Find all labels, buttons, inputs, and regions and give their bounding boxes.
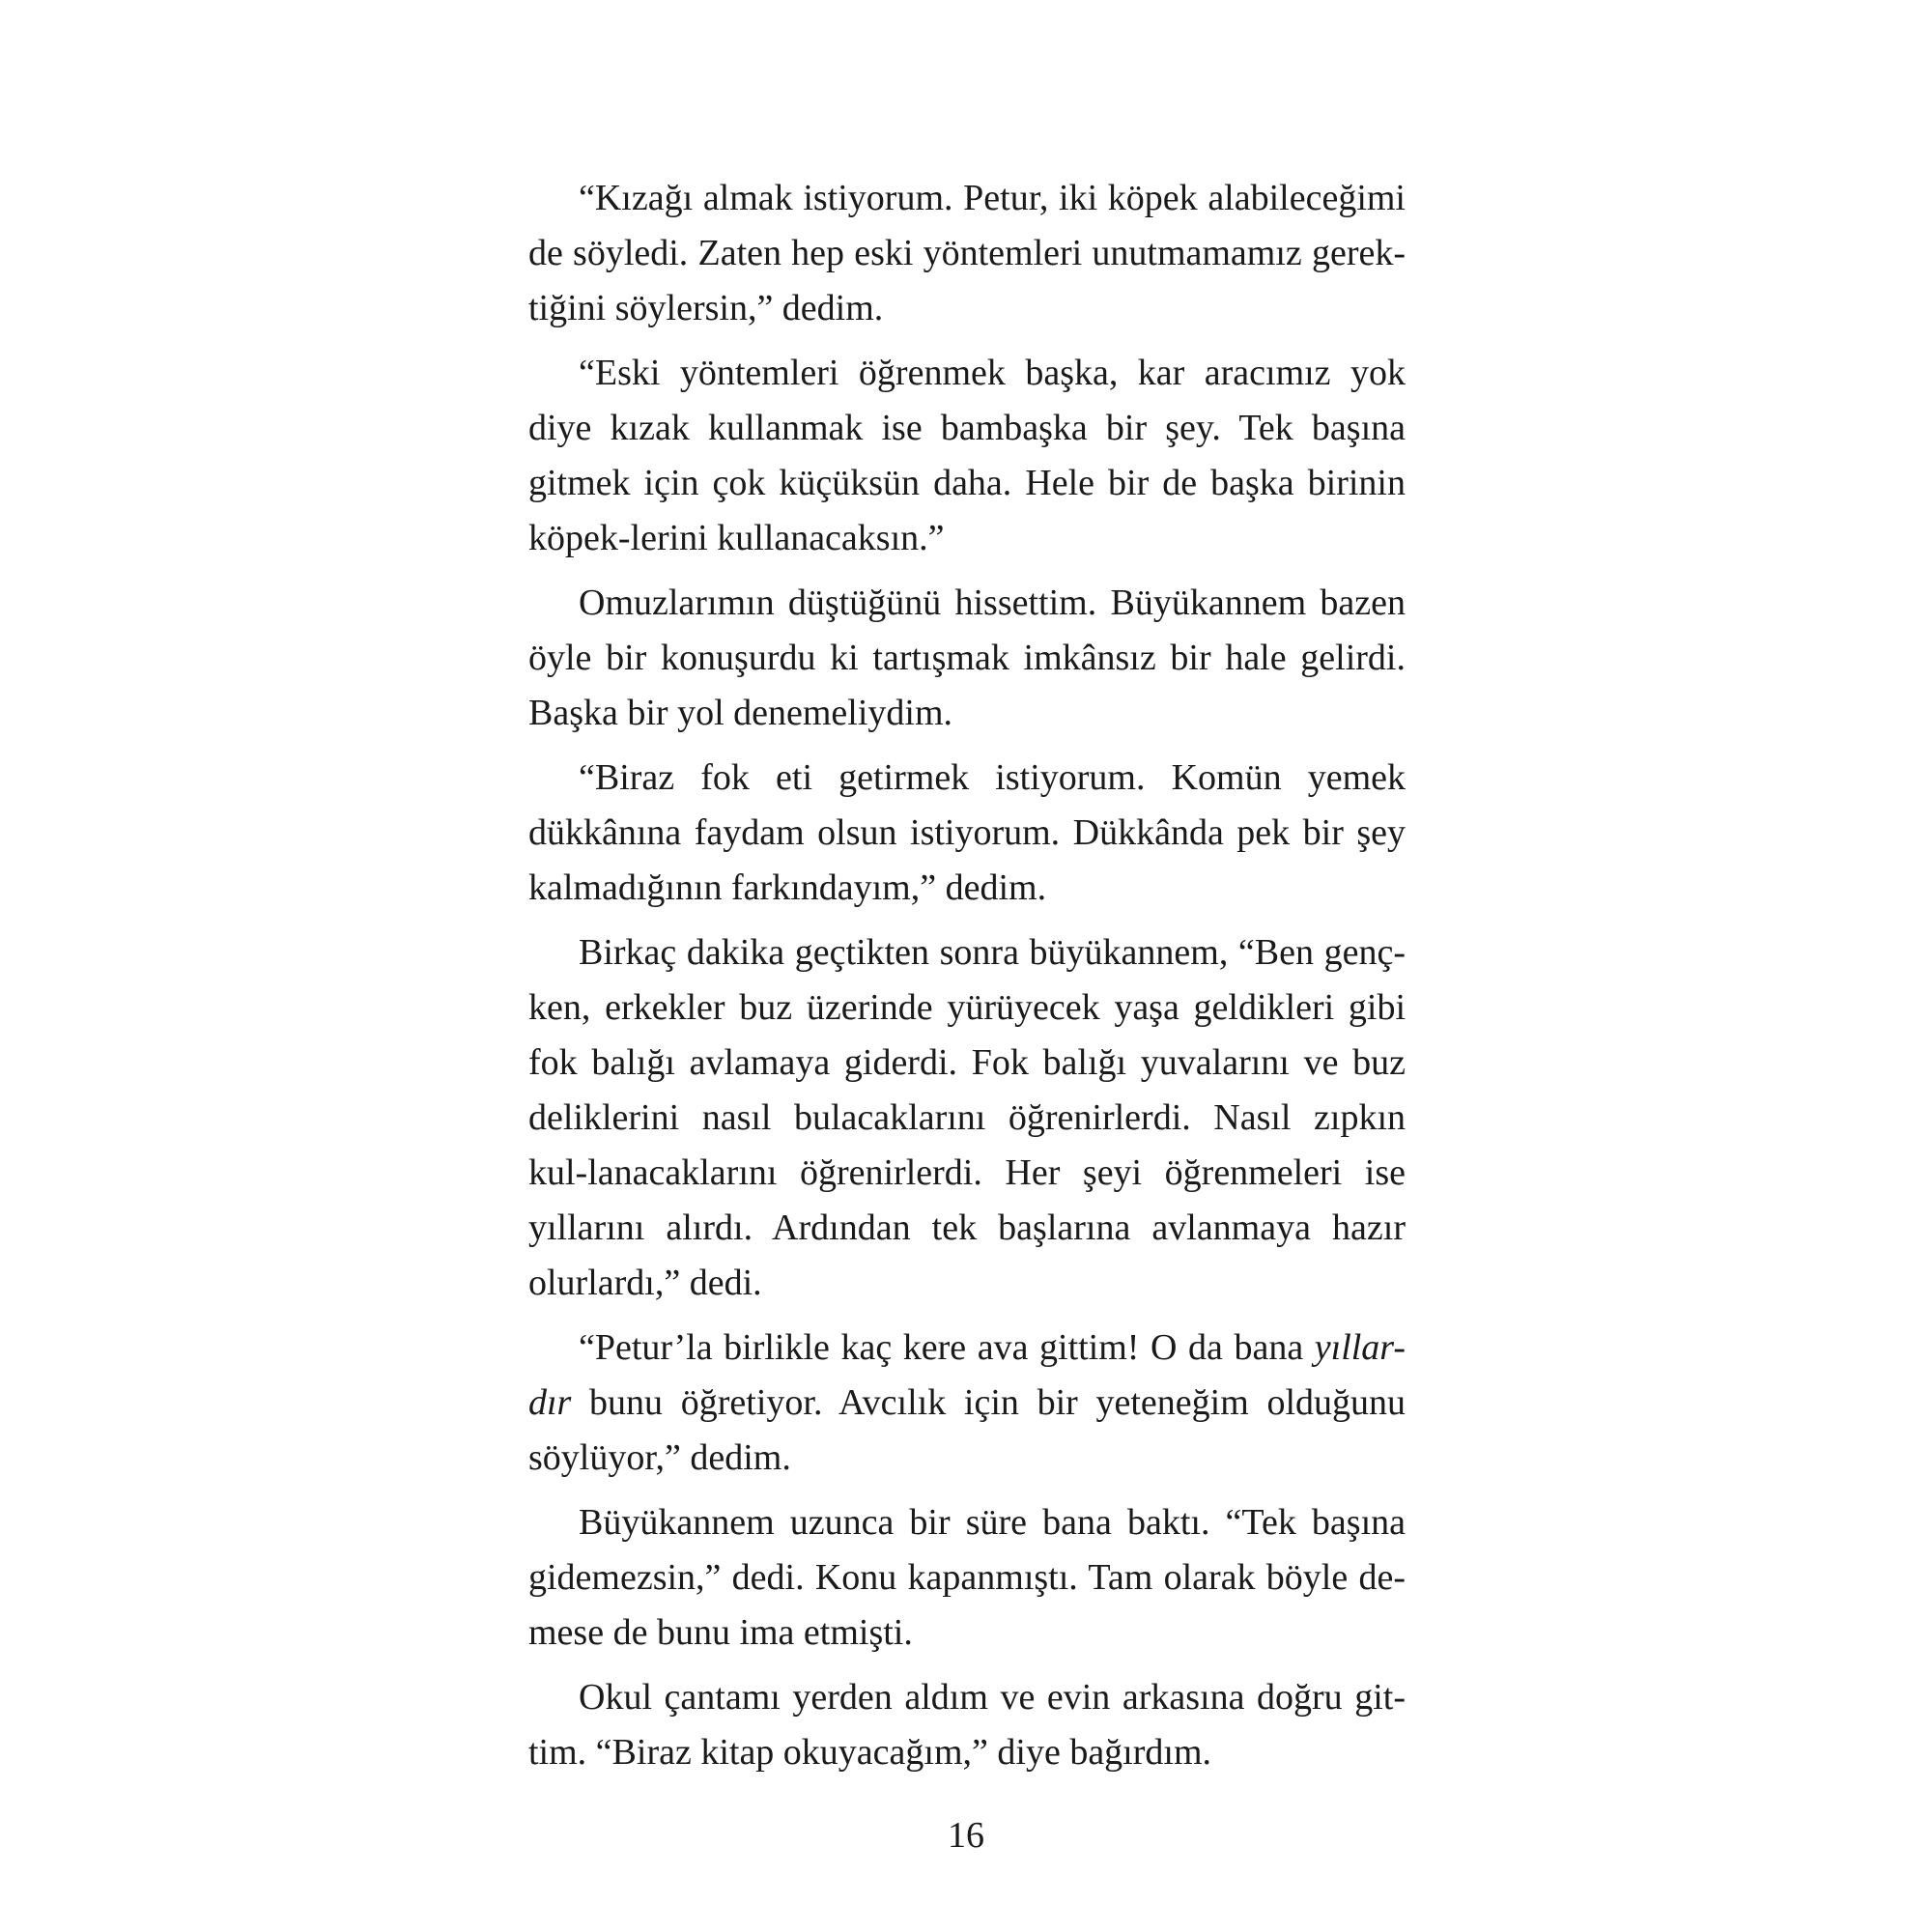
page-number: 16 <box>948 1815 984 1856</box>
paragraph-2: “Eski yöntemleri öğrenmek başka, kar aracımız yok diye kızak kullanmak ise bambaşka bir şey. Tek başına gitmek için çok küçüksün daha. Hele bir de başka birinin köpek-lerini kullanacaksın.” <box>528 353 1406 558</box>
body-text <box>528 171 1406 1790</box>
paragraph-7: Büyükannem uzunca bir süre bana baktı. “Tek başına gidemezsin,” dedi. Konu kapanmıştı. Tam olarak böyle de-mese de bunu ima etmişti. <box>528 1502 1406 1653</box>
paragraph-3: Omuzlarımın düştüğünü hissettim. Büyükannem bazen öyle bir konuşurdu ki tartışmak imkânsız bir hale gelirdi. Başka bir yol denemeliydim. <box>528 582 1406 733</box>
paragraph-5: Birkaç dakika geçtikten sonra büyükannem, “Ben genç-ken, erkekler buz üzerinde yürüyecek yaşa geldikleri gibi fok balığı avlamaya giderdi. Fok balığı yuvalarını ve buz deliklerini nasıl bulacaklarını öğrenirlerdi. Nasıl zıpkın kul-lanacaklarını öğrenirlerdi. Her şeyi öğrenmeleri ise yıllarını alırdı. Ardından tek başlarına avlanmaya hazır olurlardı,” dedi. <box>528 932 1406 1303</box>
paragraph-6-end: bunu öğretiyor. Avcılık için bir yeteneğim olduğunu söylüyor,” dedim. <box>528 1382 1406 1478</box>
paragraph-1: “Kızağı almak istiyorum. Petur, iki köpek alabileceğimi de söyledi. Zaten hep eski yöntemleri unutmamamız gerek-tiğini söylersin,” dedim. <box>528 178 1406 328</box>
paragraph-8: Okul çantamı yerden aldım ve evin arkasına doğru git-tim. “Biraz kitap okuyacağım,” diye bağırdım. <box>528 1677 1406 1773</box>
paragraph-6-start: “Petur’la birlikle kaç kere ava gittim! O da bana <box>579 1327 1315 1368</box>
paragraph-4: “Biraz fok eti getirmek istiyorum. Komün yemek dükkânına faydam olsun istiyorum. Dükkânda pek bir şey kalmadığının farkındayım,” dedim. <box>528 757 1406 908</box>
emphasized-word: yıllar-dır <box>528 1327 1406 1423</box>
paragraph-6 <box>528 1321 1406 1486</box>
